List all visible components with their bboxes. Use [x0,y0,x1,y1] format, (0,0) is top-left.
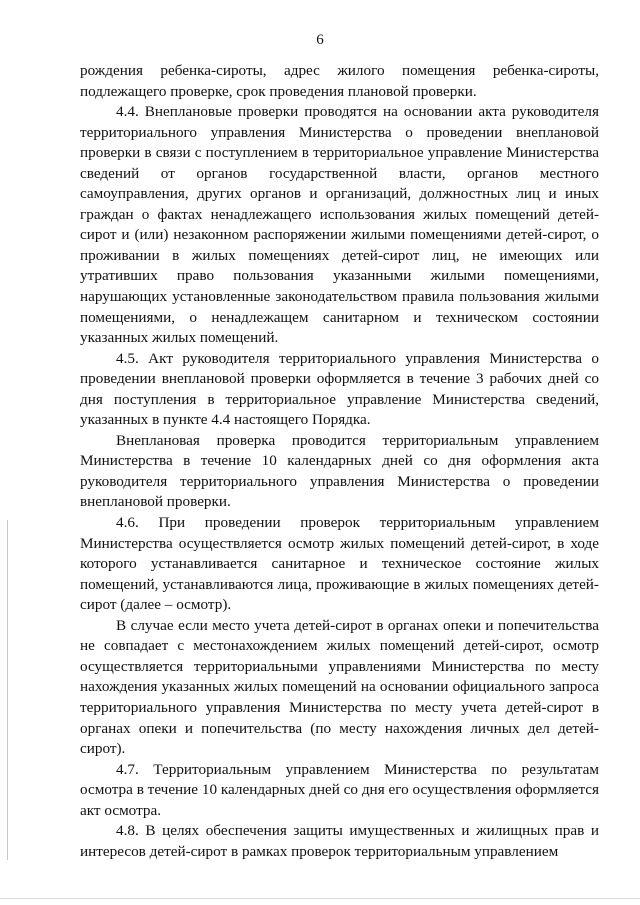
document-body [80,61,599,862]
page-number: 6 [316,32,324,48]
paragraph-4-7: 4.7. Территориальным управлением Министерства по результатам осмотра в течение 10 календарных дней со дня его осуществления оформляется акт осмотра. [80,760,599,819]
scan-edge-line [7,520,8,860]
paragraph-continuation: рождения ребенка-сироты, адрес жилого помещения ребенка-сироты, подлежащего проверке, срок проведения плановой проверки. [80,62,599,100]
paragraph-4-5: 4.5. Акт руководителя территориального управления Министерства о проведении внеплановой проверки оформляется в течение 3 рабочих дней со дня поступления в территориальное управление Министерства сведений, указанных в пункте 4.4 настоящего Порядка. [80,349,599,429]
paragraph-4-4: 4.4. Внеплановые проверки проводятся на основании акта руководителя территориального управления Министерства о проведении внеплановой проверки в связи с поступлением в территориальное управление Министерства сведений от органов государственной власти, органов местного самоуправления, других органов и организаций, должностных лиц и иных граждан о фактах ненадлежащего использования жилых помещений детей-сирот и (или) незаконном распоряжении жилыми помещениями детей-сирот, о проживании в жилых помещениях детей-сирот лиц, не имеющих или утративших право пользования указанными жилыми помещениями, нарушающих установленные законодательством правила пользования жилыми помещениями, о ненадлежащем санитарном и техническом состоянии указанных жилых помещений. [80,103,599,347]
paragraph-unplanned-inspection: Внеплановая проверка проводится территориальным управлением Министерства в течение 10 календарных дней со дня оформления акта руководителя территориального управления Министерства о проведении внеплановой проверки. [80,431,599,511]
paragraph-4-8: 4.8. В целях обеспечения защиты имущественных и жилищных прав и интересов детей-сирот в рамках проверок территориальным управлением [80,822,599,860]
paragraph-inspection-location: В случае если место учета детей-сирот в органах опеки и попечительства не совпадает с местонахождением жилых помещений детей-сирот, осмотр осуществляется территориальными управлениями Министерства по месту нахождения указанных жилых помещений на основании официального запроса территориального управления Министерства по месту учета детей-сирот в органах опеки и попечительства (по месту нахождения личных дел детей-сирот). [80,616,599,758]
scan-bottom-line [0,898,640,899]
paragraph-4-6: 4.6. При проведении проверок территориальным управлением Министерства осуществляется осмотр жилых помещений детей-сирот, в ходе которого устанавливается санитарное и техническое состояние жилых помещений, устанавливаются лица, проживающие в жилых помещениях детей-сирот (далее – осмотр). [80,514,599,614]
